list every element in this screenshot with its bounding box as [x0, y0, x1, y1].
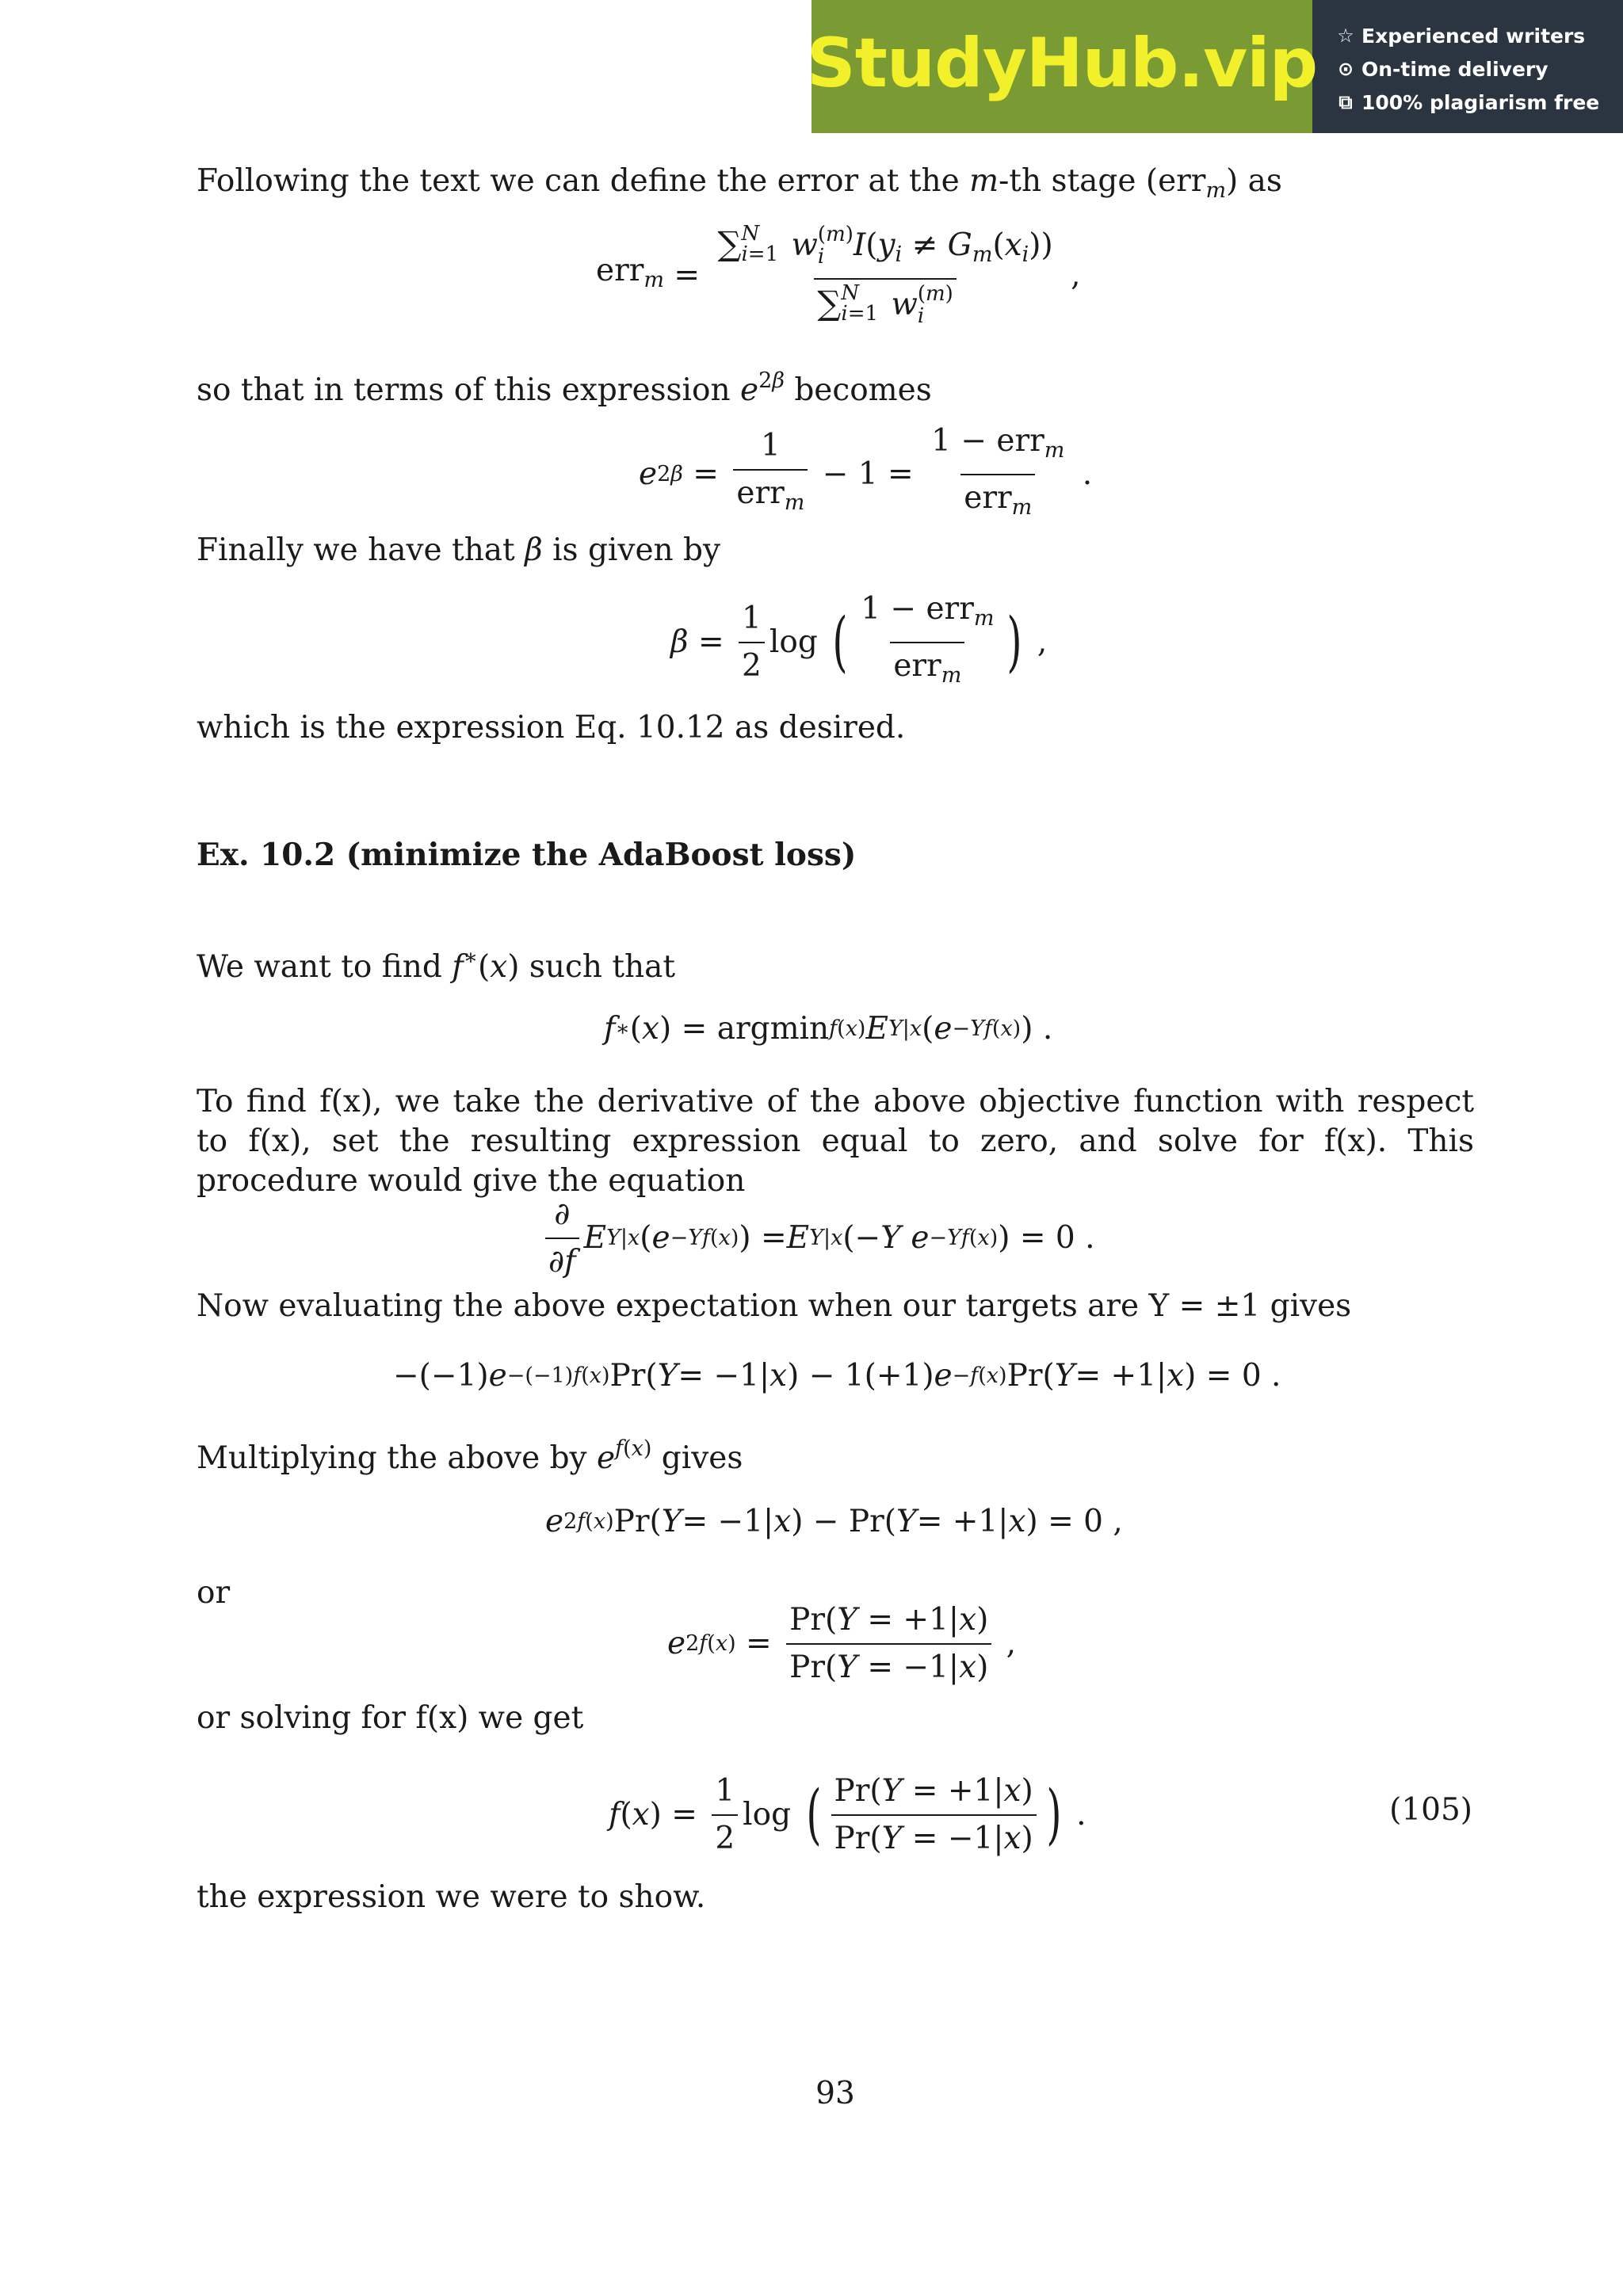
- feature-plagiarism-free: [1336, 86, 1623, 119]
- equation-derivative: $\frac{\partial}{\partial f}$ E Y|x ( e −Yf(x) ) = E Y|x (− Y e −Yf(x) ) = 0 .: [540, 1195, 1095, 1282]
- exercise-heading: Ex. 10.2 (minimize the AdaBoost loss): [197, 837, 857, 873]
- page-number: 93: [815, 2076, 855, 2111]
- feature-experienced-writers: [1336, 19, 1623, 52]
- clock-icon: ⊙: [1337, 58, 1354, 80]
- paragraph-solving: or solving for f(x) we get: [197, 1700, 584, 1736]
- feature-label: On-time delivery: [1361, 57, 1549, 81]
- equation-number: (105): [1389, 1792, 1472, 1828]
- paragraph-derivative: To find f(x), we take the derivative of the above objective function with respect to f(x), set the resulting expression equal to zero, and solve for f(x). This procedure would give the equation: [197, 1084, 1474, 1199]
- paragraph-conclusion: the expression we were to show.: [197, 1879, 706, 1915]
- equation-beta: β = $\frac{1}{2}$ log ( $\frac{1 - err_m}{err_m}$ ) ,: [670, 589, 1047, 696]
- equation-multiplied: e 2f(x) Pr( Y = −1| x ) − Pr( Y = +1| x ) = 0 ,: [545, 1504, 1123, 1539]
- paragraph-eq-ref: which is the expression Eq. 10.12 as desired.: [197, 710, 906, 746]
- studyhub-banner[interactable]: [806, 0, 1623, 133]
- equation-ratio: e 2f(x) = $\frac{Pr(Y = +1|x)}{Pr(Y = -1|x)}$ ,: [667, 1600, 1016, 1688]
- paragraph-expectation: Now evaluating the above expectation when our targets are Y = ±1 gives: [197, 1288, 1352, 1324]
- feature-on-time-delivery: [1336, 52, 1623, 86]
- paragraph-beta: Finally we have that β is given by: [197, 532, 721, 568]
- logo-text: StudyHub.vip: [806, 24, 1318, 103]
- equation-e-2beta: e 2β = $\frac{1}{err_m}$ − 1 = $\frac{1 - err_m}{err_m}$ .: [639, 421, 1092, 528]
- feature-label: Experienced writers: [1361, 24, 1586, 48]
- feature-list: [1312, 0, 1623, 133]
- equation-argmin: f ∗ ( x ) = argmin f(x) E Y|x ( e −Yf(x) ) .: [604, 1011, 1053, 1047]
- paragraph-find-f: We want to find f∗(x) such that: [197, 945, 676, 985]
- equation-err-m: err$_m$ = ∑ N i=1 w (m) i $I(y_i \ne G_m(x_i))$ ∑ N i=1 w (m) i ,: [596, 222, 1081, 328]
- studyhub-logo[interactable]: [806, 0, 1318, 133]
- equation-expectation: −(−1) e −(−1)f(x) Pr( Y = −1| x ) − 1(+1) e −f(x) Pr( Y = +1| x ) = 0 .: [393, 1358, 1281, 1394]
- equation-105: f ( x ) = $\frac{1}{2}$ log ( $\frac{Pr(Y = +1|x)}{Pr(Y = -1|x)}$ ) .: [609, 1772, 1086, 1859]
- paragraph-error-definition: Following the text we can define the error at the m-th stage (err$_m$) as: [197, 163, 1282, 203]
- paragraph-multiply: Multiplying the above by $e^{f(x)}$ gives: [197, 1436, 743, 1476]
- paragraph-expression: so that in terms of this expression $e^{2\beta}$ becomes: [197, 368, 932, 408]
- document-icon: ⧉: [1338, 91, 1353, 113]
- paragraph-or: or: [197, 1575, 231, 1611]
- star-icon: ☆: [1337, 25, 1354, 47]
- feature-label: 100% plagiarism free: [1361, 90, 1600, 114]
